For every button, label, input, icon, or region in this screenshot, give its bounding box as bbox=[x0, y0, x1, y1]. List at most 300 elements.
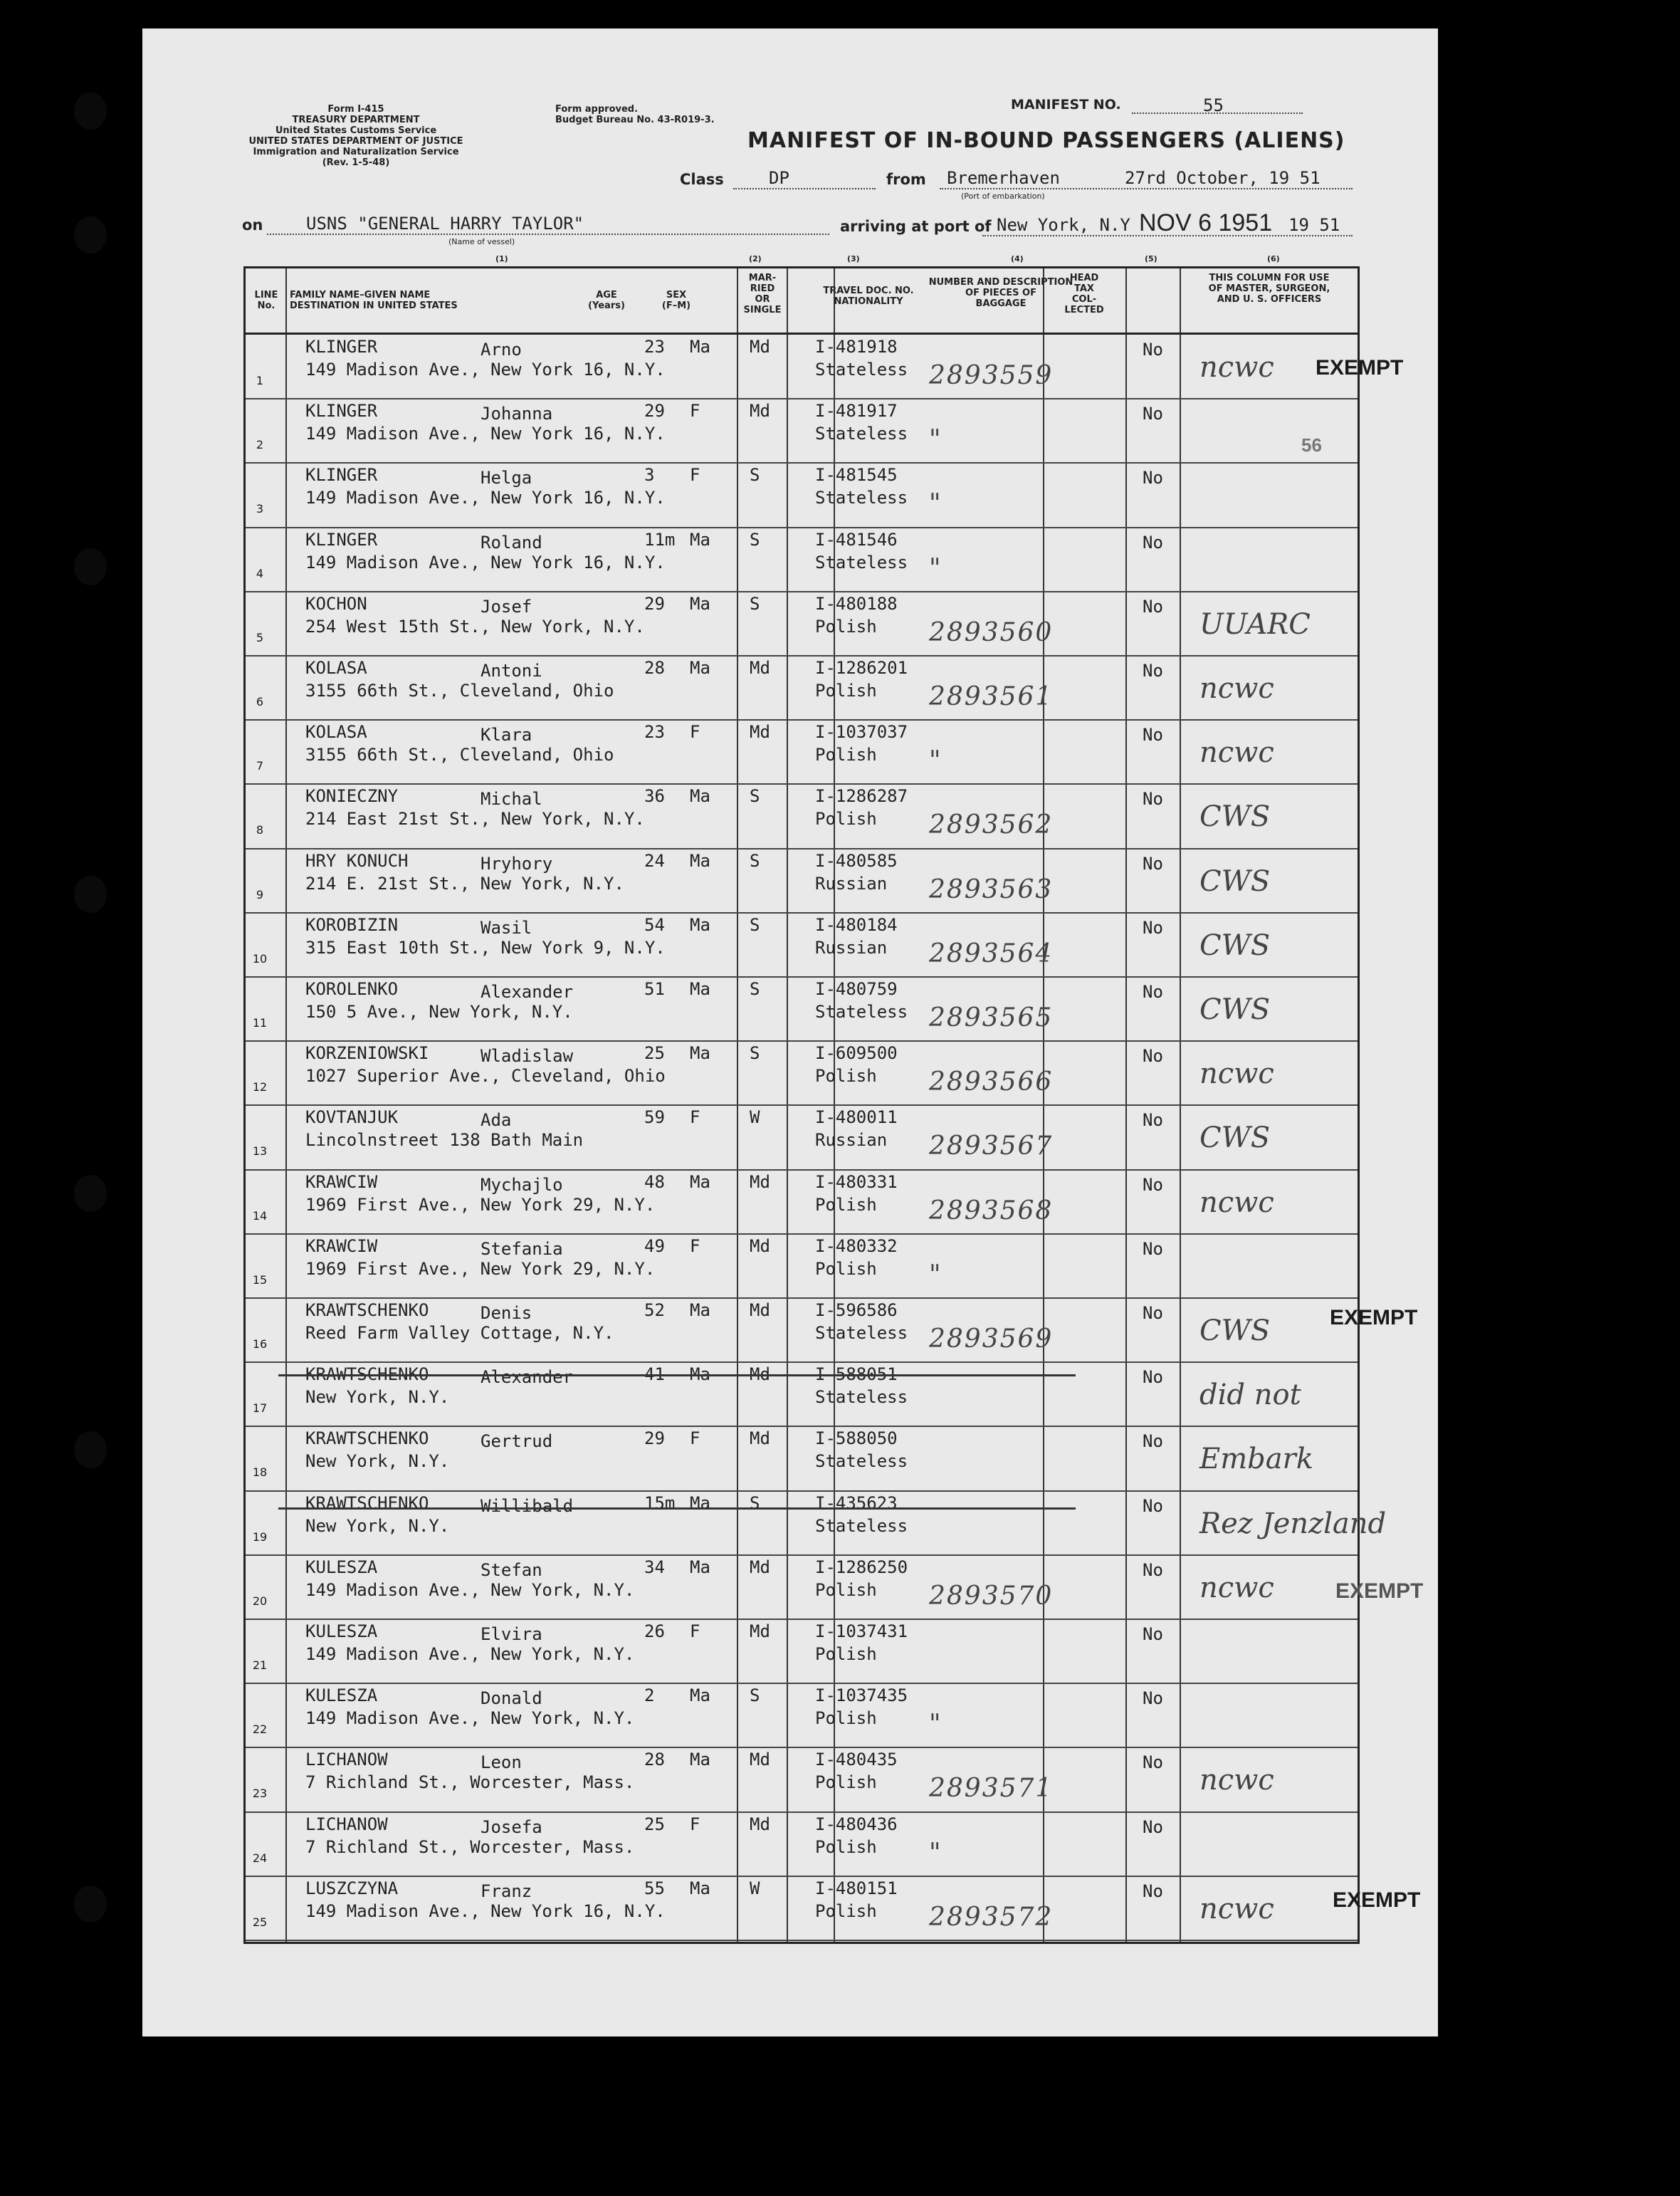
table-row bbox=[246, 1683, 1358, 1748]
head-tax: No bbox=[1143, 340, 1163, 360]
travel-doc-number: I-480151 bbox=[815, 1878, 898, 1898]
nationality: Polish bbox=[815, 681, 877, 701]
table-row bbox=[246, 1554, 1358, 1620]
given-name: Alexander bbox=[481, 982, 574, 1002]
head-tax: No bbox=[1143, 1688, 1163, 1709]
head-tax: No bbox=[1143, 532, 1163, 553]
family-name: KLINGER bbox=[305, 337, 378, 357]
destination-address: 1027 Superior Ave., Cleveland, Ohio bbox=[305, 1066, 666, 1087]
sex: F bbox=[690, 1621, 700, 1641]
table-row bbox=[246, 1426, 1358, 1491]
given-name: Ada bbox=[481, 1110, 512, 1131]
line-number: 1 bbox=[256, 374, 264, 387]
given-name: Josef bbox=[481, 596, 532, 617]
exempt-stamp: EXEMPT bbox=[1335, 1579, 1424, 1603]
sex: F bbox=[690, 722, 700, 743]
travel-doc-number: I-588051 bbox=[815, 1364, 898, 1385]
baggage-number: 2893565 bbox=[929, 1003, 1054, 1032]
marital-status: S bbox=[750, 979, 760, 999]
marital-status: Md bbox=[750, 337, 770, 357]
exempt-stamp: EXEMPT bbox=[1333, 1888, 1421, 1912]
marital-status: S bbox=[750, 1043, 760, 1064]
given-name: Willibald bbox=[481, 1495, 574, 1516]
family-name: KRAWTSCHENKO bbox=[305, 1300, 429, 1320]
table-row bbox=[246, 1747, 1358, 1812]
given-name: Alexander bbox=[481, 1367, 574, 1388]
sex: Ma bbox=[690, 1750, 710, 1770]
head-tax: No bbox=[1143, 1174, 1163, 1195]
travel-doc-number: I-480435 bbox=[815, 1750, 898, 1770]
sex: Ma bbox=[690, 658, 710, 678]
line-number: 4 bbox=[256, 566, 264, 580]
age: 23 bbox=[644, 722, 665, 743]
class-value: DP bbox=[769, 168, 789, 188]
marital-status: S bbox=[750, 1685, 760, 1706]
age: 51 bbox=[644, 979, 665, 999]
punch-hole bbox=[74, 93, 107, 130]
age: 2 bbox=[644, 1685, 655, 1706]
line-number: 19 bbox=[252, 1530, 268, 1544]
destination-address: 149 Madison Ave., New York 16, N.Y. bbox=[305, 552, 666, 572]
head-tax: No bbox=[1143, 1752, 1163, 1773]
destination-address: 149 Madison Ave., New York, N.Y. bbox=[305, 1579, 635, 1600]
travel-doc-number: I-1286287 bbox=[815, 786, 908, 807]
travel-doc-number: I-1037435 bbox=[815, 1685, 908, 1706]
travel-doc-number: I-480011 bbox=[815, 1107, 898, 1128]
given-name: Donald bbox=[481, 1688, 542, 1709]
manifest-page bbox=[142, 28, 1438, 2036]
age: 36 bbox=[644, 786, 665, 807]
nationality: Russian bbox=[815, 937, 888, 958]
line-number: 17 bbox=[252, 1401, 268, 1416]
punch-hole bbox=[74, 876, 107, 913]
baggage-number: 2893567 bbox=[929, 1131, 1054, 1161]
head-tax: No bbox=[1143, 1624, 1163, 1644]
age: 23 bbox=[644, 337, 665, 357]
officer-note: ncwc bbox=[1199, 736, 1274, 770]
class-label: Class bbox=[680, 171, 724, 188]
form-approval bbox=[555, 104, 715, 125]
officer-note: CWS bbox=[1199, 1314, 1271, 1347]
table-row bbox=[246, 976, 1358, 1042]
strike-through-line bbox=[278, 1507, 1076, 1510]
given-name: Wladislaw bbox=[481, 1046, 574, 1067]
sex: Ma bbox=[690, 850, 710, 871]
baggage-number: " bbox=[929, 489, 943, 519]
baggage-number: 2893560 bbox=[929, 617, 1054, 647]
age: 29 bbox=[644, 1428, 665, 1449]
officer-note: ncwc bbox=[1199, 1057, 1274, 1091]
family-name: KLINGER bbox=[305, 529, 378, 550]
col-num-6: (6) bbox=[1267, 254, 1280, 263]
head-tax: No bbox=[1143, 789, 1163, 810]
head-tax: No bbox=[1143, 1559, 1163, 1580]
destination-address: 3155 66th St., Cleveland, Ohio bbox=[305, 745, 614, 765]
travel-doc-number: I-480759 bbox=[815, 979, 898, 999]
table-row bbox=[246, 912, 1358, 978]
given-name: Denis bbox=[481, 1303, 532, 1323]
marital-status: Md bbox=[750, 1750, 770, 1770]
arriving-label: arriving at port of bbox=[840, 218, 992, 235]
col-num-2: (2) bbox=[749, 254, 762, 263]
marital-status: W bbox=[750, 1107, 760, 1128]
age: 29 bbox=[644, 401, 665, 422]
line-number: 12 bbox=[252, 1080, 268, 1094]
officer-note: ncwc bbox=[1199, 1186, 1274, 1219]
officer-note: CWS bbox=[1199, 864, 1271, 898]
age: 3 bbox=[644, 465, 655, 486]
baggage-number: 2893566 bbox=[929, 1067, 1054, 1097]
line-number: 22 bbox=[252, 1722, 268, 1737]
officer-note: Embark bbox=[1199, 1443, 1313, 1476]
line-number: 13 bbox=[252, 1144, 268, 1159]
punch-hole bbox=[74, 1431, 107, 1468]
nationality: Stateless bbox=[815, 1002, 908, 1022]
marital-status: Md bbox=[750, 1300, 770, 1320]
baggage-number: 2893562 bbox=[929, 810, 1054, 840]
table-row bbox=[246, 1040, 1358, 1106]
given-name: Gertrud bbox=[481, 1431, 553, 1452]
destination-address: 1969 First Ave., New York 29, N.Y. bbox=[305, 1194, 656, 1215]
line-number: 20 bbox=[252, 1594, 268, 1608]
exempt-stamp: EXEMPT bbox=[1330, 1306, 1418, 1329]
head-tax: No bbox=[1143, 725, 1163, 746]
marital-status: Md bbox=[750, 1557, 770, 1577]
travel-doc-number: I-480188 bbox=[815, 593, 898, 614]
nationality: Polish bbox=[815, 1708, 877, 1729]
age: 25 bbox=[644, 1814, 665, 1834]
officer-note: did not bbox=[1199, 1379, 1301, 1412]
embark-date: 27rd October, 19 51 bbox=[1125, 168, 1321, 188]
sex: Ma bbox=[690, 914, 710, 935]
marital-status: Md bbox=[750, 1621, 770, 1641]
age: 28 bbox=[644, 658, 665, 678]
sex: F bbox=[690, 1107, 700, 1128]
table-row bbox=[246, 1811, 1358, 1877]
head-tax: No bbox=[1143, 982, 1163, 1002]
sex: Ma bbox=[690, 1364, 710, 1385]
age: 54 bbox=[644, 914, 665, 935]
travel-doc-number: I-1037037 bbox=[815, 722, 908, 743]
col-officers: THIS COLUMN FOR USE OF MASTER, SURGEON, AND U. S. OFFICERS bbox=[1208, 273, 1330, 305]
given-name: Arno bbox=[481, 340, 522, 360]
sex: F bbox=[690, 401, 700, 422]
marital-status: S bbox=[750, 1492, 760, 1513]
destination-address: 214 East 21st St., New York, N.Y. bbox=[305, 809, 645, 830]
baggage-number: 2893559 bbox=[929, 361, 1054, 390]
destination-address: New York, N.Y. bbox=[305, 1387, 450, 1408]
destination-address: 254 West 15th St., New York, N.Y. bbox=[305, 616, 645, 637]
marital-status: Md bbox=[750, 1814, 770, 1834]
age: 55 bbox=[644, 1878, 665, 1898]
strike-through-line bbox=[278, 1374, 1076, 1376]
budget-bureau: Budget Bureau No. 43-R019-3. bbox=[555, 115, 715, 125]
destination-address: Lincolnstreet 138 Bath Main bbox=[305, 1130, 584, 1151]
customs-service: United States Customs Service bbox=[275, 125, 437, 136]
sex: Ma bbox=[690, 1557, 710, 1577]
destination-address: 149 Madison Ave., New York, N.Y. bbox=[305, 1644, 635, 1664]
nationality: Polish bbox=[815, 1772, 877, 1793]
baggage-number: " bbox=[929, 1260, 943, 1290]
baggage-number: 2893572 bbox=[929, 1902, 1054, 1932]
given-name: Roland bbox=[481, 532, 542, 553]
nationality: Polish bbox=[815, 616, 877, 637]
destination-address: 3155 66th St., Cleveland, Ohio bbox=[305, 681, 614, 701]
given-name: Stefan bbox=[481, 1559, 542, 1580]
travel-doc-number: I-1286201 bbox=[815, 658, 908, 678]
line-number: 11 bbox=[252, 1016, 268, 1030]
officer-note: ncwc bbox=[1199, 351, 1274, 384]
family-name: KOVTANJUK bbox=[305, 1107, 399, 1128]
nationality: Stateless bbox=[815, 1323, 908, 1343]
age: 15m bbox=[644, 1492, 676, 1513]
travel-doc-number: I-480585 bbox=[815, 850, 898, 871]
table-row bbox=[246, 527, 1358, 592]
sex: F bbox=[690, 1428, 700, 1449]
nationality: Polish bbox=[815, 1900, 877, 1921]
line-number: 21 bbox=[252, 1658, 268, 1672]
family-name: KULESZA bbox=[305, 1621, 378, 1641]
form-revision: (Rev. 1-5-48) bbox=[322, 157, 390, 168]
baggage-number: " bbox=[929, 425, 943, 455]
marital-status: S bbox=[750, 786, 760, 807]
nationality: Polish bbox=[815, 1836, 877, 1857]
destination-address: 7 Richland St., Worcester, Mass. bbox=[305, 1836, 635, 1857]
nationality: Stateless bbox=[815, 1387, 908, 1408]
destination-address: 149 Madison Ave., New York, N.Y. bbox=[305, 1708, 635, 1729]
sex: Ma bbox=[690, 593, 710, 614]
head-tax: No bbox=[1143, 1238, 1163, 1259]
family-name: KOLASA bbox=[305, 658, 367, 678]
travel-doc-number: I-481545 bbox=[815, 465, 898, 486]
family-name: KLINGER bbox=[305, 465, 378, 486]
given-name: Franz bbox=[481, 1881, 532, 1901]
form-approved: Form approved. bbox=[555, 104, 639, 115]
nationality: Polish bbox=[815, 1644, 877, 1664]
arrival-year: 19 51 bbox=[1288, 215, 1340, 235]
table-row bbox=[246, 1361, 1358, 1427]
line-number: 16 bbox=[252, 1337, 268, 1351]
given-name: Mychajlo bbox=[481, 1174, 563, 1195]
family-name: HRY KONUCH bbox=[305, 850, 409, 871]
ins-service: Immigration and Naturalization Service bbox=[253, 147, 459, 157]
family-name: KLINGER bbox=[305, 401, 378, 422]
marital-status: S bbox=[750, 593, 760, 614]
table-row bbox=[246, 462, 1358, 528]
head-tax: No bbox=[1143, 1495, 1163, 1516]
line-number: 7 bbox=[256, 759, 264, 773]
nationality: Russian bbox=[815, 1130, 888, 1151]
given-name: Helga bbox=[481, 468, 532, 488]
baggage-number: " bbox=[929, 746, 943, 776]
nationality: Stateless bbox=[815, 424, 908, 444]
nationality: Stateless bbox=[815, 552, 908, 572]
nationality: Polish bbox=[815, 809, 877, 830]
nationality: Stateless bbox=[815, 488, 908, 508]
table-row bbox=[246, 719, 1358, 785]
sex: F bbox=[690, 1235, 700, 1256]
travel-doc-number: I-596586 bbox=[815, 1300, 898, 1320]
given-name: Hryhory bbox=[481, 853, 553, 874]
given-name: Wasil bbox=[481, 917, 532, 938]
family-name: KONIECZNY bbox=[305, 786, 399, 807]
given-name: Johanna bbox=[481, 404, 553, 424]
manifest-no-label: MANIFEST NO. bbox=[1011, 97, 1121, 113]
on-label: on bbox=[242, 216, 263, 234]
age: 52 bbox=[644, 1300, 665, 1320]
destination-address: 149 Madison Ave., New York 16, N.Y. bbox=[305, 488, 666, 508]
age: 11m bbox=[644, 529, 676, 550]
table-row bbox=[246, 1490, 1387, 1556]
family-name: KRAWTSCHENKO bbox=[305, 1364, 429, 1385]
family-name: KULESZA bbox=[305, 1685, 378, 1706]
family-name: KORZENIOWSKI bbox=[305, 1043, 429, 1064]
family-name: LICHANOW bbox=[305, 1814, 388, 1834]
given-name: Elvira bbox=[481, 1624, 542, 1644]
given-name: Klara bbox=[481, 725, 532, 746]
age: 41 bbox=[644, 1364, 665, 1385]
line-number: 23 bbox=[252, 1787, 268, 1801]
baggage-number: 2893561 bbox=[929, 682, 1054, 711]
line-number: 8 bbox=[256, 823, 264, 837]
line-number: 3 bbox=[256, 502, 264, 516]
travel-doc-number: I-435623 bbox=[815, 1492, 898, 1513]
nationality: Polish bbox=[815, 1579, 877, 1600]
sex: F bbox=[690, 1814, 700, 1834]
marital-status: S bbox=[750, 529, 760, 550]
baggage-number: 2893564 bbox=[929, 938, 1054, 968]
vessel-caption: (Name of vessel) bbox=[448, 237, 515, 246]
travel-doc-number: I-481918 bbox=[815, 337, 898, 357]
officer-note: ncwc bbox=[1199, 1571, 1274, 1604]
travel-doc-number: I-480332 bbox=[815, 1235, 898, 1256]
travel-doc-number: I-588050 bbox=[815, 1428, 898, 1449]
marital-status: S bbox=[750, 850, 760, 871]
destination-address: 7 Richland St., Worcester, Mass. bbox=[305, 1772, 635, 1793]
family-name: LUSZCZYNA bbox=[305, 1878, 399, 1898]
table-row bbox=[246, 848, 1358, 914]
head-tax: No bbox=[1143, 596, 1163, 617]
table-row bbox=[246, 1104, 1358, 1170]
exempt-stamp: EXEMPT bbox=[1316, 356, 1404, 380]
travel-doc-number: I-480331 bbox=[815, 1171, 898, 1192]
sex: Ma bbox=[690, 337, 710, 357]
family-name: KOROLENKO bbox=[305, 979, 399, 999]
sex: F bbox=[690, 465, 700, 486]
head-tax: No bbox=[1143, 853, 1163, 874]
officer-note: ncwc bbox=[1199, 1892, 1274, 1925]
destination-address: 150 5 Ave., New York, N.Y. bbox=[305, 1002, 573, 1022]
family-name: KRAWCIW bbox=[305, 1235, 378, 1256]
nationality: Stateless bbox=[815, 1451, 908, 1472]
head-tax: No bbox=[1143, 1431, 1163, 1452]
from-label: from bbox=[886, 171, 926, 188]
sex: Ma bbox=[690, 1043, 710, 1064]
col-age: AGE (Years) bbox=[588, 290, 625, 311]
col-sex: SEX (F–M) bbox=[661, 290, 691, 311]
given-name: Michal bbox=[481, 789, 542, 810]
col-head-tax: HEAD TAX COL- LECTED bbox=[1064, 273, 1104, 315]
marital-status: S bbox=[750, 914, 760, 935]
baggage-number: 2893563 bbox=[929, 874, 1054, 904]
family-name: KOCHON bbox=[305, 593, 367, 614]
officer-note: Rez Jenzland bbox=[1199, 1507, 1387, 1540]
baggage-number: " bbox=[929, 1710, 943, 1740]
arrival-date-stamp: NOV 6 1951 bbox=[1139, 209, 1273, 236]
family-name: KRAWCIW bbox=[305, 1171, 378, 1192]
table-row bbox=[246, 591, 1358, 657]
baggage-number: 2893569 bbox=[929, 1324, 1054, 1354]
marital-status: Md bbox=[750, 1428, 770, 1449]
officer-note: UUARC bbox=[1199, 607, 1311, 641]
marital-status: Md bbox=[750, 1364, 770, 1385]
sex: Ma bbox=[690, 979, 710, 999]
col-line-no: LINE No. bbox=[254, 290, 278, 311]
age: 29 bbox=[644, 593, 665, 614]
col-num-5: (5) bbox=[1145, 254, 1157, 263]
destination-address: New York, N.Y. bbox=[305, 1515, 450, 1536]
family-name: KRAWTSCHENKO bbox=[305, 1428, 429, 1449]
sex: Ma bbox=[690, 1878, 710, 1898]
line-number: 5 bbox=[256, 630, 264, 644]
destination-address: New York, N.Y. bbox=[305, 1451, 450, 1472]
destination-address: 1969 First Ave., New York 29, N.Y. bbox=[305, 1258, 656, 1279]
family-name: KULESZA bbox=[305, 1557, 378, 1577]
form-number: Form I-415 bbox=[327, 104, 384, 115]
sex: Ma bbox=[690, 1300, 710, 1320]
age: 25 bbox=[644, 1043, 665, 1064]
marital-status: Md bbox=[750, 401, 770, 422]
head-tax: No bbox=[1143, 1046, 1163, 1067]
port-of-embarkation: Bremerhaven bbox=[947, 168, 1060, 188]
col-name: FAMILY NAME–GIVEN NAME DESTINATION IN UNITED STATES bbox=[290, 290, 458, 311]
table-row bbox=[246, 655, 1358, 721]
table-row bbox=[246, 1297, 1358, 1363]
head-tax: No bbox=[1143, 1881, 1163, 1901]
travel-doc-number: I-481917 bbox=[815, 401, 898, 422]
head-tax: No bbox=[1143, 1110, 1163, 1131]
table-row bbox=[246, 1876, 1358, 1941]
officer-note: CWS bbox=[1199, 993, 1271, 1026]
officer-note: ncwc bbox=[1199, 1764, 1274, 1797]
travel-doc-number: I-609500 bbox=[815, 1043, 898, 1064]
family-name: KRAWTSCHENKO bbox=[305, 1492, 429, 1513]
marital-status: Md bbox=[750, 1171, 770, 1192]
destination-address: 315 East 10th St., New York 9, N.Y. bbox=[305, 937, 666, 958]
head-tax: No bbox=[1143, 404, 1163, 424]
family-name: LICHANOW bbox=[305, 1750, 388, 1770]
marital-status: W bbox=[750, 1878, 760, 1898]
destination-address: Reed Farm Valley Cottage, N.Y. bbox=[305, 1323, 614, 1343]
col-num-3: (3) bbox=[847, 254, 860, 263]
nationality: Stateless bbox=[815, 1515, 908, 1536]
punch-hole bbox=[74, 548, 107, 585]
form-agencies bbox=[228, 104, 484, 168]
line-number: 25 bbox=[252, 1915, 268, 1929]
port-embark-caption: (Port of embarkation) bbox=[961, 192, 1045, 201]
nationality: Polish bbox=[815, 745, 877, 765]
table-row bbox=[246, 398, 1358, 464]
punch-hole bbox=[74, 1886, 107, 1923]
destination-address: 214 E. 21st St., New York, N.Y. bbox=[305, 873, 624, 894]
baggage-number: 2893570 bbox=[929, 1581, 1054, 1611]
page-ref-number: 56 bbox=[1301, 434, 1322, 456]
col-num-1: (1) bbox=[495, 254, 508, 263]
given-name: Josefa bbox=[481, 1816, 542, 1837]
head-tax: No bbox=[1143, 1303, 1163, 1323]
family-name: KOLASA bbox=[305, 722, 367, 743]
line-number: 6 bbox=[256, 695, 264, 709]
